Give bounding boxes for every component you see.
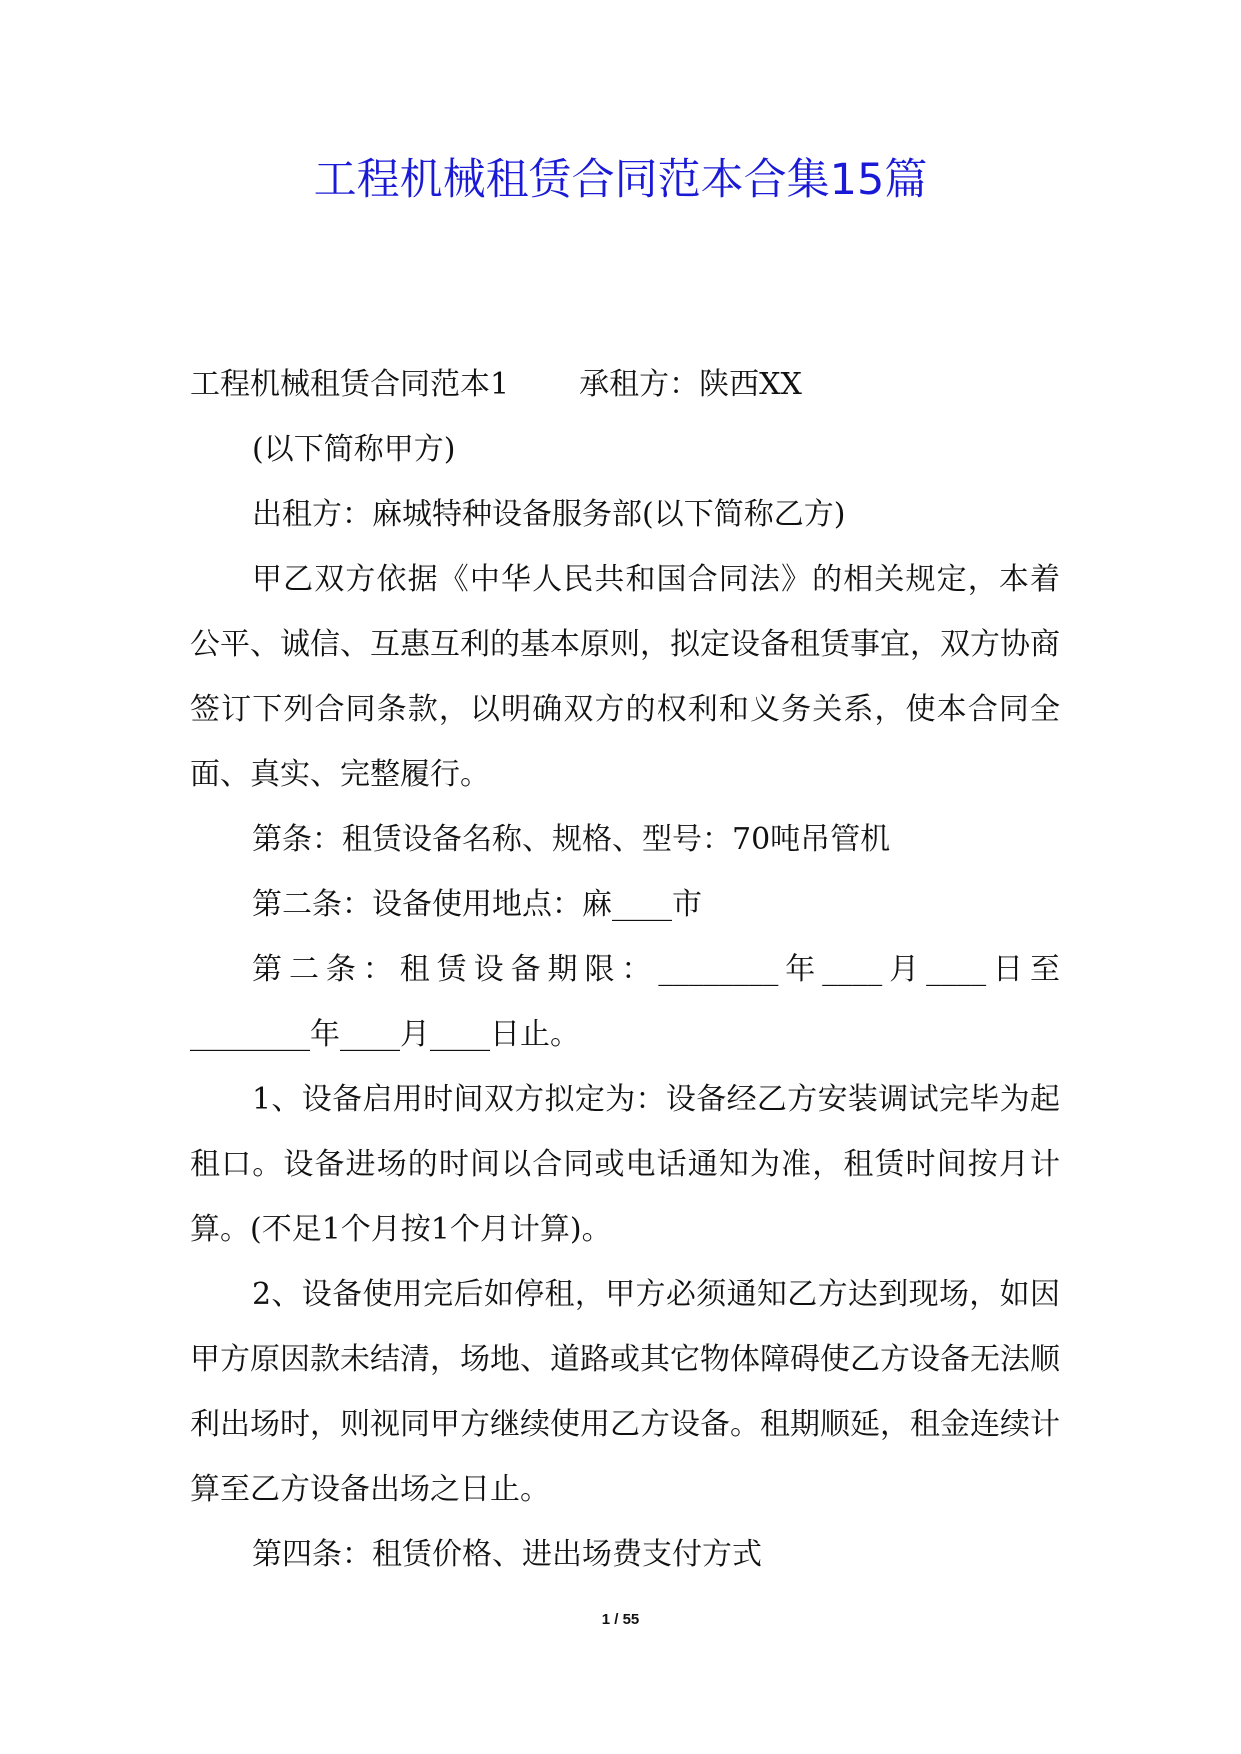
paragraph-article-2: 第二条：设备使用地点：麻____市 [252, 887, 702, 922]
document-title: 工程机械租赁合同范本合集15篇 [313, 155, 928, 205]
paragraph-clause-1: 1、设备启用时间双方拟定为：设备经乙方安装调试完毕为起租口。设备进场的时间以合同或电话通知为准，租赁时间按月计算。(不足1个月按1个月计算)。 [190, 1082, 1060, 1247]
contract-heading: 工程机械租赁合同范本1 [190, 367, 510, 402]
paragraph-preamble: 甲乙双方依据《中华人民共和国合同法》的相关规定，本着公平、诚信、互惠互利的基本原则，拟定设备租赁事宜，双方协商签订下列合同条款，以明确双方的权利和义务关系，使本合同全面、真实、完整履行。 [190, 562, 1060, 792]
paragraph-abbrev-party-a: (以下简称甲方) [252, 432, 456, 467]
paragraph-article-1: 第条：租赁设备名称、规格、型号：70吨吊管机 [252, 822, 891, 857]
lessee-line: 承租方：陕西XX [579, 367, 802, 402]
first-line [190, 352, 1060, 417]
paragraph-article-3: 第二条：租赁设备期限：________年____月____日至________年____月____日止。 [190, 952, 1060, 1052]
paragraph-clause-2: 2、设备使用完后如停租，甲方必须通知乙方达到现场，如因甲方原因款未结清，场地、道路或其它物体障碍使乙方设备无法顺利出场时，则视同甲方继续使用乙方设备。租期顺延，租金连续计算至乙方设备出场之日止。 [190, 1277, 1060, 1507]
page-number: 1 / 55 [601, 1611, 640, 1628]
paragraph-article-4: 第四条：租赁价格、进出场费支付方式 [252, 1537, 762, 1572]
paragraph-lessor: 出租方：麻城特种设备服务部(以下简称乙方) [252, 497, 846, 532]
document-body [190, 352, 1060, 1587]
